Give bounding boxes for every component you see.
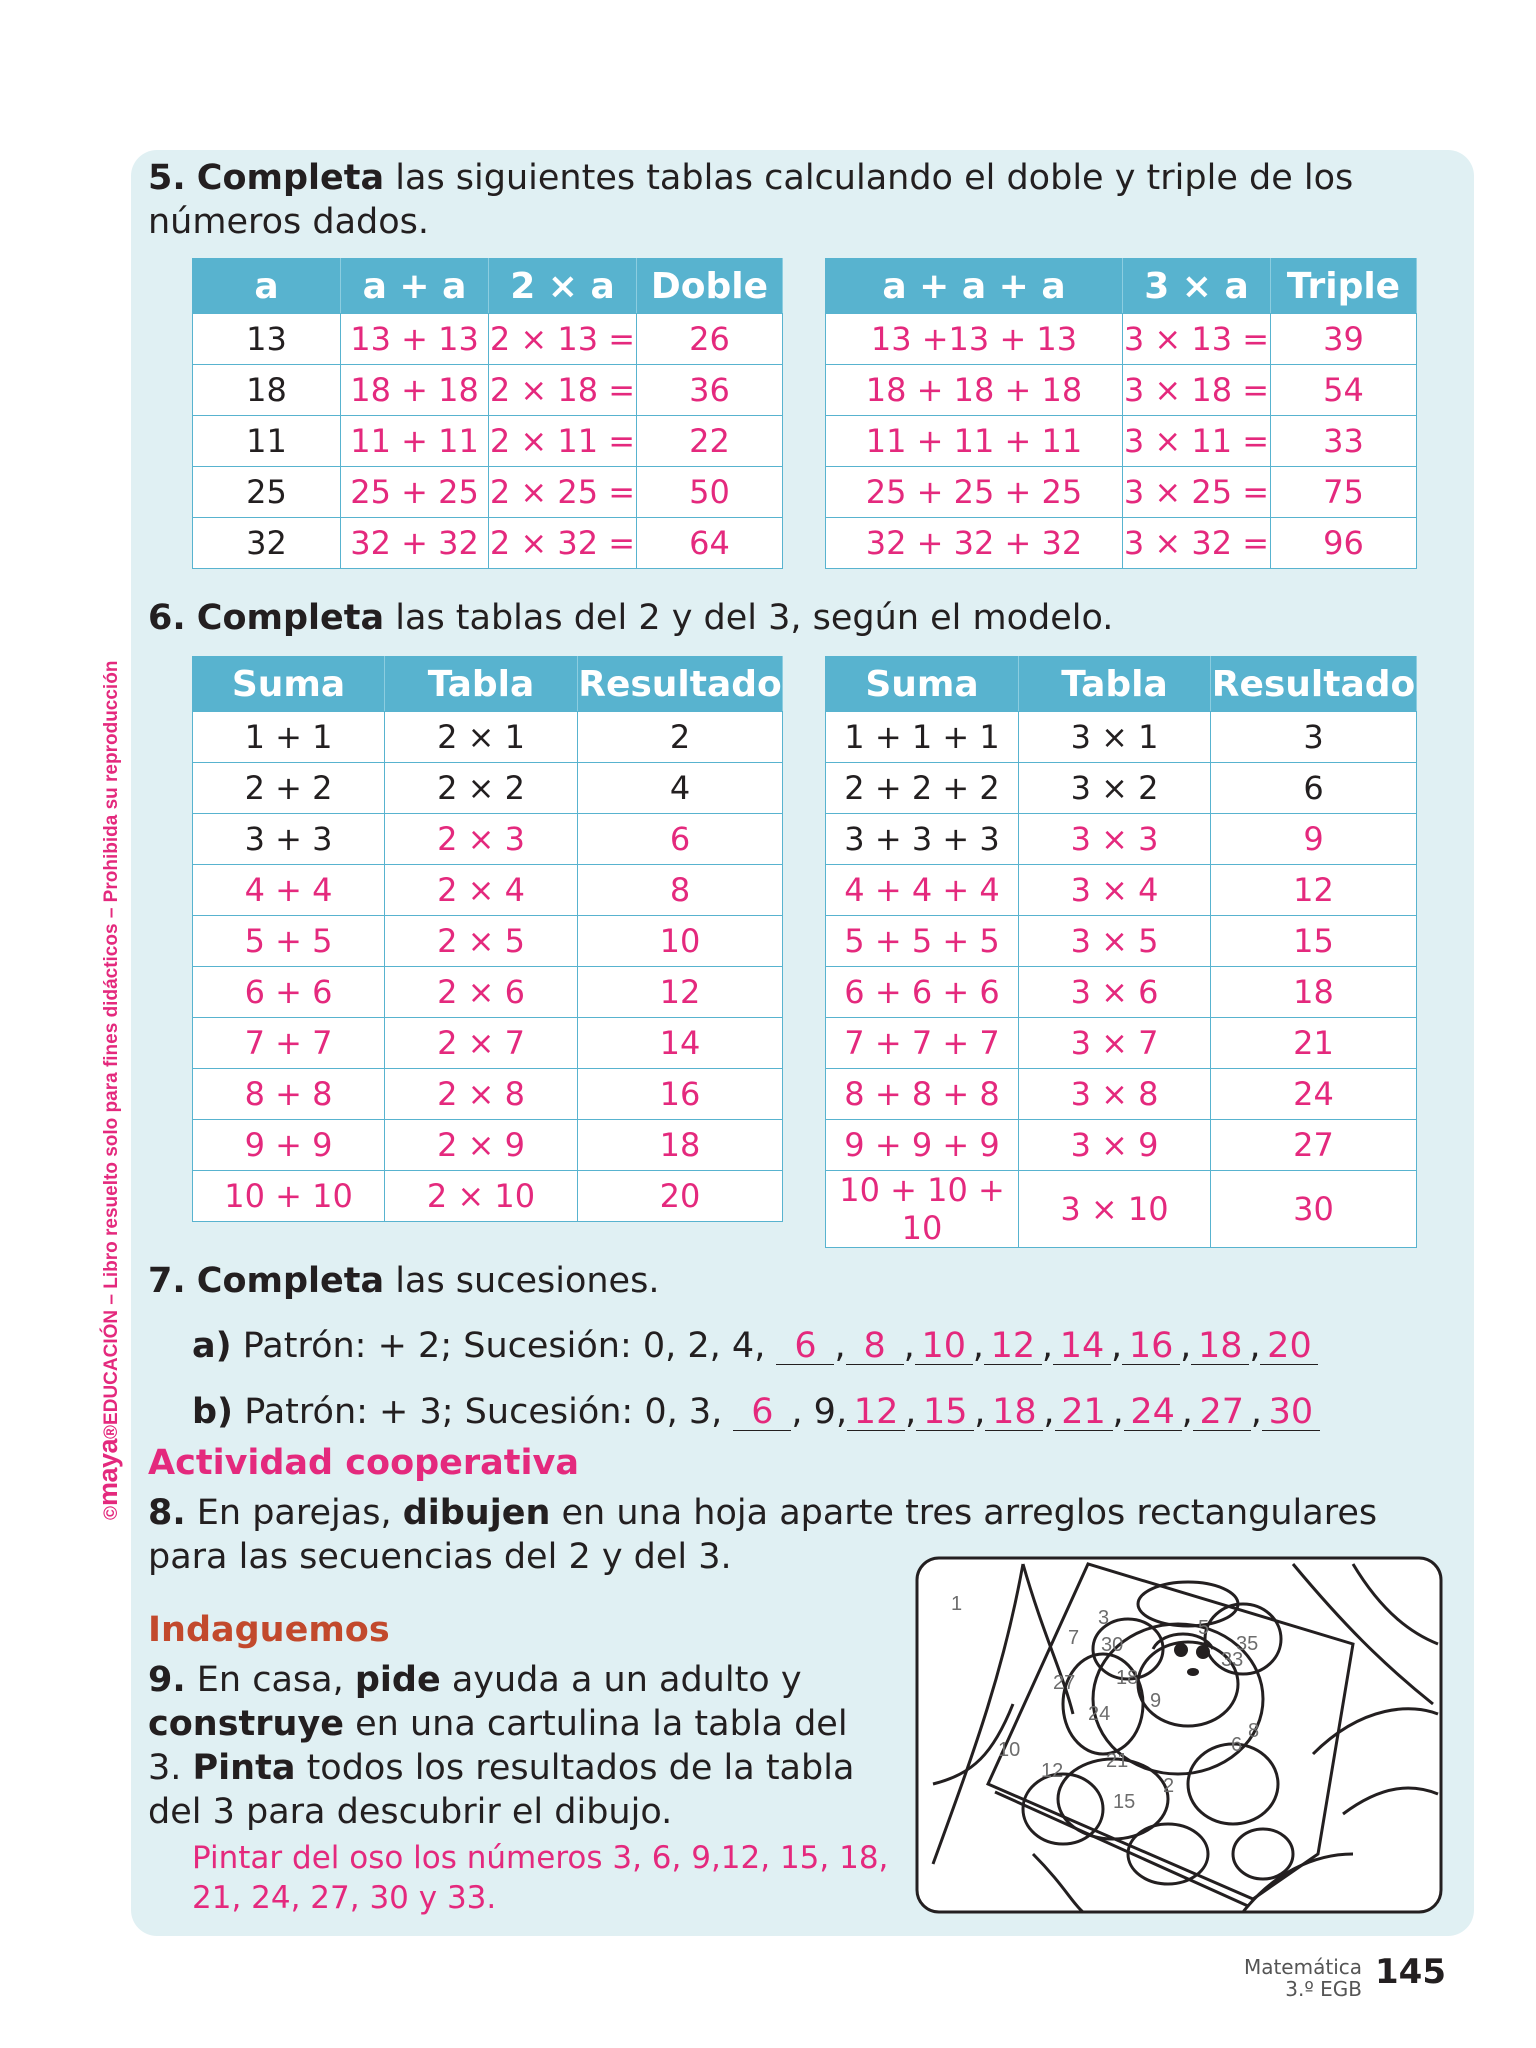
table-cell[interactable]: 3 × 7 bbox=[1019, 1018, 1211, 1069]
table-cell[interactable]: 11 + 11 + 11 bbox=[826, 416, 1123, 467]
triple-table bbox=[825, 258, 1417, 569]
maya-logo: maya bbox=[93, 1438, 123, 1506]
table-row bbox=[193, 712, 783, 763]
column-header: a bbox=[193, 259, 341, 314]
table-cell: 11 bbox=[193, 416, 341, 467]
sequence-b-answers: 12 , 15 , 18 , 21 , 24 , 27 , 30 bbox=[847, 1392, 1320, 1432]
table-row bbox=[193, 967, 783, 1018]
column-header: 3 × a bbox=[1123, 259, 1271, 314]
table-row bbox=[193, 763, 783, 814]
table-cell: 1 + 1 bbox=[193, 712, 385, 763]
table-cell[interactable]: 54 bbox=[1271, 365, 1417, 416]
table-cell[interactable]: 3 × 18 = bbox=[1123, 365, 1271, 416]
table-cell: 2 × 2 bbox=[385, 763, 578, 814]
cooperative-heading: Actividad cooperativa bbox=[148, 1443, 579, 1483]
table-cell[interactable]: 22 bbox=[637, 416, 783, 467]
table-cell[interactable]: 3 × 32 = bbox=[1123, 518, 1271, 569]
table-cell[interactable]: 2 × 11 = bbox=[489, 416, 637, 467]
table-row bbox=[826, 314, 1417, 365]
sequence-b-answer[interactable]: 6 bbox=[733, 1394, 791, 1431]
table-cell[interactable]: 12 bbox=[1211, 865, 1417, 916]
table-cell[interactable]: 6 + 6 + 6 bbox=[826, 967, 1019, 1018]
table-cell[interactable]: 3 × 3 bbox=[1019, 814, 1211, 865]
drawing-number: 2 bbox=[1163, 1775, 1175, 1797]
investigate-heading: Indaguemos bbox=[148, 1610, 390, 1650]
table-row bbox=[193, 518, 783, 569]
drawing-frame bbox=[917, 1558, 1441, 1912]
drawing-number: 15 bbox=[1113, 1791, 1136, 1813]
column-header: Resultado bbox=[1211, 657, 1417, 712]
table-cell: 2 + 2 bbox=[193, 763, 385, 814]
sequence-blank[interactable]: 15 bbox=[916, 1394, 974, 1431]
table-cell: 3 × 1 bbox=[1019, 712, 1211, 763]
table-cell[interactable]: 18 bbox=[1211, 967, 1417, 1018]
table-cell[interactable]: 75 bbox=[1271, 467, 1417, 518]
table-row bbox=[193, 314, 783, 365]
table-row bbox=[826, 518, 1417, 569]
table-cell[interactable]: 16 bbox=[578, 1069, 783, 1120]
table-cell[interactable]: 13 + 13 bbox=[341, 314, 489, 365]
table-cell: 3 × 2 bbox=[1019, 763, 1211, 814]
table-cell[interactable]: 25 + 25 + 25 bbox=[826, 467, 1123, 518]
q9-answer: Pintar del oso los números 3, 6, 9,12, 15, 18, 21, 24, 27, 30 y 33. bbox=[192, 1840, 889, 1916]
table-cell: 1 + 1 + 1 bbox=[826, 712, 1019, 763]
table-row bbox=[193, 1171, 783, 1222]
table-of-three bbox=[825, 656, 1417, 1248]
drawing-number: 27 bbox=[1053, 1672, 1076, 1694]
table-cell[interactable]: 96 bbox=[1271, 518, 1417, 569]
sequence-blank[interactable]: 8 bbox=[846, 1328, 904, 1365]
table-cell: 32 bbox=[193, 518, 341, 569]
sequence-blank[interactable]: 27 bbox=[1193, 1394, 1251, 1431]
table-cell[interactable]: 2 × 18 = bbox=[489, 365, 637, 416]
table-cell[interactable]: 21 bbox=[1211, 1018, 1417, 1069]
drawing-number: 24 bbox=[1088, 1703, 1111, 1725]
table-cell[interactable]: 10 bbox=[578, 916, 783, 967]
table-cell: 3 bbox=[1211, 712, 1417, 763]
column-header: Triple bbox=[1271, 259, 1417, 314]
table-row bbox=[826, 1171, 1417, 1248]
table-row bbox=[826, 763, 1417, 814]
drawing-number: 35 bbox=[1236, 1633, 1259, 1655]
table-cell[interactable]: 32 + 32 bbox=[341, 518, 489, 569]
table-cell[interactable]: 2 × 6 bbox=[385, 967, 578, 1018]
copyright-sidebar: ©maya®EDUCACIÓN – Libro resuelto solo para fines didácticos – Prohibida su reproducción bbox=[93, 660, 123, 1520]
table-row bbox=[826, 1069, 1417, 1120]
sequence-blank[interactable]: 18 bbox=[1191, 1328, 1249, 1365]
table-cell[interactable]: 14 bbox=[578, 1018, 783, 1069]
drawing-number: 1 bbox=[951, 1593, 963, 1615]
table-cell[interactable]: 2 × 32 = bbox=[489, 518, 637, 569]
table-cell[interactable]: 7 + 7 + 7 bbox=[826, 1018, 1019, 1069]
sequence-blank[interactable]: 21 bbox=[1055, 1394, 1113, 1431]
table-row bbox=[826, 967, 1417, 1018]
q7-prompt: 7. Completa las sucesiones. bbox=[148, 1261, 660, 1301]
table-cell[interactable]: 3 × 11 = bbox=[1123, 416, 1271, 467]
table-cell: 18 bbox=[193, 365, 341, 416]
table-cell: 2 × 1 bbox=[385, 712, 578, 763]
column-header: Tabla bbox=[1019, 657, 1211, 712]
q5-prompt: 5. Completa las siguientes tablas calculando el doble y triple de los números dados. bbox=[148, 158, 1354, 242]
sequence-blank[interactable]: 30 bbox=[1262, 1394, 1320, 1431]
table-cell: 13 bbox=[193, 314, 341, 365]
sequence-blank[interactable]: 12 bbox=[984, 1328, 1042, 1365]
table-cell[interactable]: 50 bbox=[637, 467, 783, 518]
q6-prompt: 6. Completa las tablas del 2 y del 3, según el modelo. bbox=[148, 598, 1114, 638]
table-row bbox=[826, 365, 1417, 416]
table-cell[interactable]: 3 × 10 bbox=[1019, 1171, 1211, 1248]
drawing-number: 12 bbox=[1041, 1760, 1064, 1782]
drawing-number: 7 bbox=[1068, 1627, 1080, 1649]
table-cell[interactable]: 3 × 5 bbox=[1019, 916, 1211, 967]
table-cell[interactable]: 8 + 8 + 8 bbox=[826, 1069, 1019, 1120]
table-cell[interactable]: 9 + 9 bbox=[193, 1120, 385, 1171]
drawing-number: 6 bbox=[1231, 1734, 1243, 1756]
table-cell[interactable]: 3 × 4 bbox=[1019, 865, 1211, 916]
table-row bbox=[826, 1120, 1417, 1171]
table-cell[interactable]: 8 + 8 bbox=[193, 1069, 385, 1120]
table-row bbox=[826, 416, 1417, 467]
table-cell[interactable]: 64 bbox=[637, 518, 783, 569]
column-header: Tabla bbox=[385, 657, 578, 712]
table-cell[interactable]: 10 + 10 bbox=[193, 1171, 385, 1222]
column-header: Suma bbox=[193, 657, 385, 712]
table-cell[interactable]: 3 × 9 bbox=[1019, 1120, 1211, 1171]
sequence-a: a) Patrón: + 2; Sucesión: 0, 2, 4, 6 , 8 , 10 , 12 , 14 , 16 , 18 , 20 bbox=[192, 1324, 1318, 1368]
page-number: 145 bbox=[1375, 1952, 1446, 1992]
table-cell[interactable]: 2 × 25 = bbox=[489, 467, 637, 518]
table-of-two bbox=[192, 656, 783, 1222]
table-cell[interactable]: 12 bbox=[578, 967, 783, 1018]
q8-prompt: 8. En parejas, dibujen en una hoja aparte tres arreglos rectangulares para las secuencias del 2 y del 3. bbox=[148, 1493, 1378, 1577]
table-cell[interactable]: 10 + 10 + 10 bbox=[826, 1171, 1019, 1248]
table-cell[interactable]: 26 bbox=[637, 314, 783, 365]
table-cell[interactable]: 30 bbox=[1211, 1171, 1417, 1248]
table-cell[interactable]: 7 + 7 bbox=[193, 1018, 385, 1069]
table-row bbox=[193, 1120, 783, 1171]
column-header: a + a bbox=[341, 259, 489, 314]
table-cell[interactable]: 27 bbox=[1211, 1120, 1417, 1171]
table-row bbox=[826, 467, 1417, 518]
table-cell[interactable]: 2 × 10 bbox=[385, 1171, 578, 1222]
table-cell[interactable]: 3 × 13 = bbox=[1123, 314, 1271, 365]
table-cell[interactable]: 6 bbox=[578, 814, 783, 865]
table-cell: 3 + 3 bbox=[193, 814, 385, 865]
table-cell[interactable]: 9 + 9 + 9 bbox=[826, 1120, 1019, 1171]
table-row bbox=[193, 1069, 783, 1120]
table-cell[interactable]: 18 + 18 + 18 bbox=[826, 365, 1123, 416]
table-cell[interactable]: 2 × 13 = bbox=[489, 314, 637, 365]
table-cell[interactable]: 6 + 6 bbox=[193, 967, 385, 1018]
table-cell[interactable]: 32 + 32 + 32 bbox=[826, 518, 1123, 569]
table-cell[interactable]: 2 × 4 bbox=[385, 865, 578, 916]
table-row bbox=[826, 916, 1417, 967]
table-cell[interactable]: 18 bbox=[578, 1120, 783, 1171]
table-row bbox=[826, 1018, 1417, 1069]
sequence-blank[interactable]: 24 bbox=[1124, 1394, 1182, 1431]
sequence-blank[interactable]: 10 bbox=[915, 1328, 973, 1365]
table-row bbox=[826, 865, 1417, 916]
table-row bbox=[193, 416, 783, 467]
table-row bbox=[193, 814, 783, 865]
drawing-number: 9 bbox=[1150, 1690, 1162, 1712]
coloring-bear-drawing bbox=[913, 1554, 1445, 1916]
sequence-blank[interactable]: 16 bbox=[1122, 1328, 1180, 1365]
table-cell[interactable]: 24 bbox=[1211, 1069, 1417, 1120]
drawing-number: 18 bbox=[1116, 1667, 1139, 1689]
column-header: Suma bbox=[826, 657, 1019, 712]
table-cell[interactable]: 13 +13 + 13 bbox=[826, 314, 1123, 365]
table-cell[interactable]: 33 bbox=[1271, 416, 1417, 467]
table-cell[interactable]: 4 + 4 + 4 bbox=[826, 865, 1019, 916]
table-cell[interactable]: 2 × 8 bbox=[385, 1069, 578, 1120]
table-cell[interactable]: 2 × 9 bbox=[385, 1120, 578, 1171]
sequence-blank[interactable]: 14 bbox=[1053, 1328, 1111, 1365]
drawing-number: 21 bbox=[1106, 1750, 1129, 1772]
table-cell[interactable]: 8 bbox=[578, 865, 783, 916]
table-cell[interactable]: 3 × 25 = bbox=[1123, 467, 1271, 518]
table-cell[interactable]: 25 + 25 bbox=[341, 467, 489, 518]
table-cell[interactable]: 2 × 5 bbox=[385, 916, 578, 967]
table-cell[interactable]: 11 + 11 bbox=[341, 416, 489, 467]
double-table bbox=[192, 258, 783, 569]
column-header: Doble bbox=[637, 259, 783, 314]
table-cell[interactable]: 3 × 6 bbox=[1019, 967, 1211, 1018]
drawing-number: 10 bbox=[998, 1739, 1021, 1761]
table-cell: 3 + 3 + 3 bbox=[826, 814, 1019, 865]
table-cell[interactable]: 18 + 18 bbox=[341, 365, 489, 416]
table-cell: 4 bbox=[578, 763, 783, 814]
drawing-number: 5 bbox=[1198, 1617, 1210, 1639]
drawing-number: 30 bbox=[1101, 1634, 1124, 1656]
table-cell: 2 + 2 + 2 bbox=[826, 763, 1019, 814]
table-cell[interactable]: 39 bbox=[1271, 314, 1417, 365]
drawing-number: 33 bbox=[1221, 1649, 1244, 1671]
drawing-number: 3 bbox=[1098, 1607, 1110, 1629]
table-row bbox=[193, 916, 783, 967]
table-cell[interactable]: 15 bbox=[1211, 916, 1417, 967]
table-cell[interactable]: 9 bbox=[1211, 814, 1417, 865]
sequence-blank[interactable]: 12 bbox=[847, 1394, 905, 1431]
table-cell[interactable]: 20 bbox=[578, 1171, 783, 1222]
sequence-a-answers: 6 , 8 , 10 , 12 , 14 , 16 , 18 , 20 bbox=[776, 1326, 1318, 1366]
table-row bbox=[193, 865, 783, 916]
sequence-blank[interactable]: 6 bbox=[776, 1328, 834, 1365]
table-cell[interactable]: 2 × 7 bbox=[385, 1018, 578, 1069]
table-cell[interactable]: 4 + 4 bbox=[193, 865, 385, 916]
sequence-b: b) Patrón: + 3; Sucesión: 0, 3, 6 , 9, 12 , 15 , 18 , 21 , 24 , 27 , 30 bbox=[192, 1390, 1320, 1434]
drawing-number: 8 bbox=[1248, 1720, 1260, 1742]
table-cell[interactable]: 2 × 3 bbox=[385, 814, 578, 865]
sequence-blank[interactable]: 20 bbox=[1260, 1328, 1318, 1365]
table-cell[interactable]: 3 × 8 bbox=[1019, 1069, 1211, 1120]
table-row bbox=[193, 1018, 783, 1069]
table-cell[interactable]: 36 bbox=[637, 365, 783, 416]
table-row bbox=[826, 814, 1417, 865]
table-row bbox=[193, 365, 783, 416]
table-cell: 25 bbox=[193, 467, 341, 518]
footer-subject: Matemática 3.º EGB bbox=[1243, 1955, 1362, 2001]
table-row bbox=[193, 467, 783, 518]
table-cell: 2 bbox=[578, 712, 783, 763]
column-header: 2 × a bbox=[489, 259, 637, 314]
table-cell[interactable]: 5 + 5 bbox=[193, 916, 385, 967]
table-cell[interactable]: 5 + 5 + 5 bbox=[826, 916, 1019, 967]
column-header: a + a + a bbox=[826, 259, 1123, 314]
column-header: Resultado bbox=[578, 657, 783, 712]
table-row bbox=[826, 712, 1417, 763]
table-cell: 6 bbox=[1211, 763, 1417, 814]
sequence-blank[interactable]: 18 bbox=[985, 1394, 1043, 1431]
q9-prompt: 9. En casa, pide ayuda a un adulto y construye en una cartulina la tabla del 3. Pinta todos los resultados de la tabla del 3 para descubrir el dibujo. bbox=[148, 1660, 855, 1832]
